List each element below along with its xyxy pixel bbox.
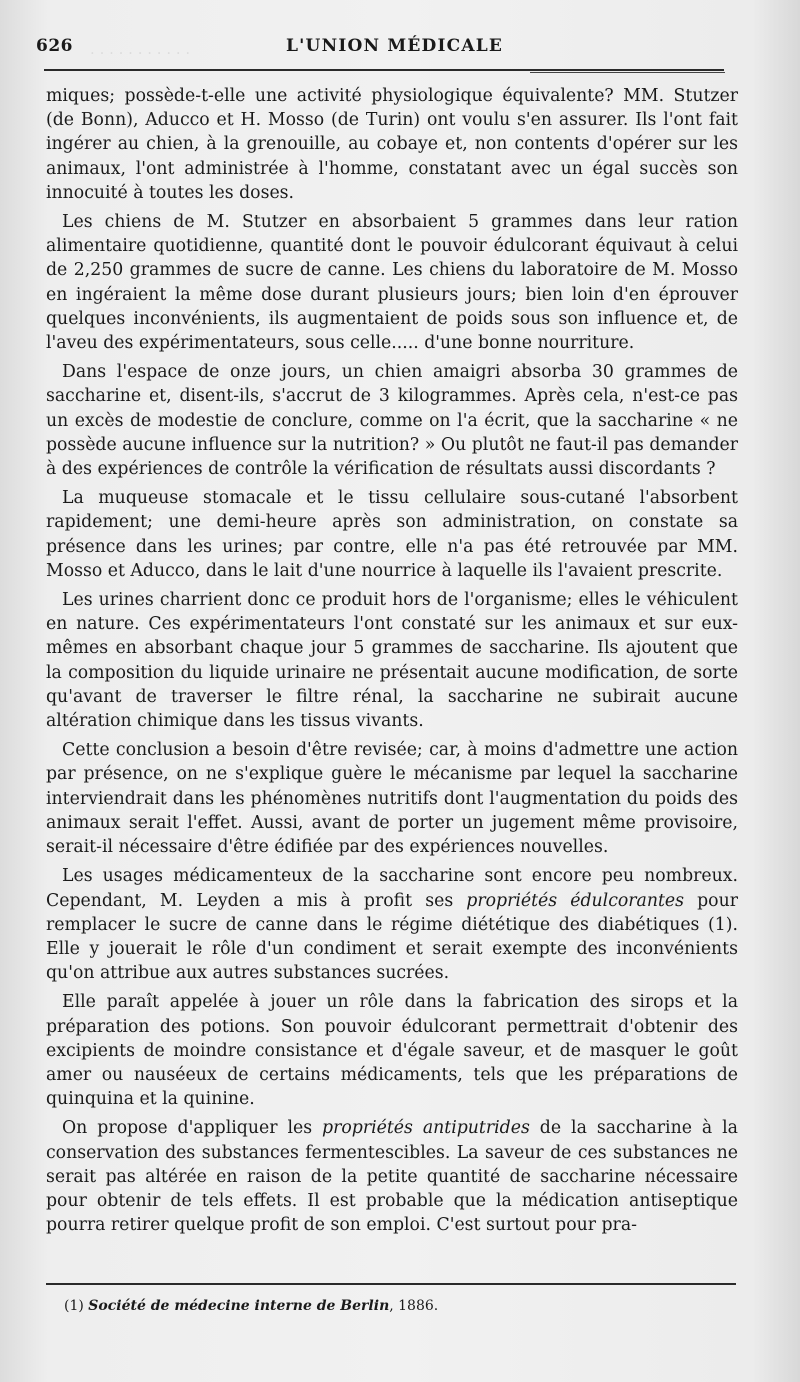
page-header xyxy=(36,36,736,62)
text-run: pour remplacer le sucre de canne dans le régime diététique des diabétiques (1). Elle y jouerait le rôle d'un condiment et serait exempte des inconvénients qu'on attribue aux autres substances sucrées. xyxy=(46,890,738,984)
paragraph: Cette conclusion a besoin d'être revisée; car, à moins d'admettre une action par présence, on ne s'explique guère le mécanisme par lequel la saccharine interviendrait dans les phénomènes nutritifs dont l'augmentation du poids des animaux serait l'effet. Aussi, avant de porter un jugement même provisoire, serait-il nécessaire d'être édifiée par des expériences nouvelles. xyxy=(46,740,738,858)
text-run: de la saccharine à la conservation des substances fermentescibles. La saveur de ces substances ne serait pas altérée en raison de la petite quantité de saccharine nécessaire pour obtenir de tels effets. Il est probable que la médication antiseptique pourra retirer quelque profit de son emploi. C'est surtout pour pra- xyxy=(46,1118,738,1236)
show-through-text: . . . . . . . . . . . xyxy=(90,40,191,58)
italic-phrase: propriétés édulcorantes xyxy=(466,890,685,911)
footnote-rule xyxy=(46,1283,736,1285)
paragraph: Les urines charrient donc ce produit hors de l'organisme; elles le véhiculent en nature. Ces expérimentateurs l'ont constaté sur les animaux et sur eux-mêmes en absorbant chaque jour 5 grammes de saccharine. Ils ajoutent que la composition du liquide urinaire ne présentait aucune modification, de sorte qu'avant de traverser le filtre rénal, la saccharine ne subirait aucune altération chimique dans les tissus vivants. xyxy=(46,590,738,732)
body-text xyxy=(46,84,738,1237)
text-run: On propose d'appliquer les xyxy=(62,1118,323,1139)
page-number: 626 xyxy=(36,36,73,56)
paragraph: Dans l'espace de onze jours, un chien amaigri absorba 30 grammes de saccharine et, disent-ils, s'accrut de 3 kilogrammes. Après cela, n'est-ce pas un excès de modestie de conclure, comme on l'a écrit, que la saccharine « ne possède aucune influence sur la nutrition? » Ou plutôt ne faut-il pas demander à des expériences de contrôle la vérification de résultats aussi discordants ? xyxy=(46,362,738,480)
paragraph: Elle paraît appelée à jouer un rôle dans la fabrication des sirops et la préparation des potions. Son pouvoir édulcorant permettrait d'obtenir des excipients de moindre consistance et d'égale saveur, et de masquer le goût amer ou nauséeux de certains médicaments, tels que les préparations de quinquina et la quinine. xyxy=(46,992,738,1110)
paragraph: miques; possède-t-elle une activité physiologique équivalente? MM. Stutzer (de Bonn), Aducco et H. Mosso (de Turin) ont voulu s'en assurer. Ils l'ont fait ingérer au chien, à la grenouille, au cobaye et, non contents d'opérer sur les animaux, l'ont administrée à l'homme, constatant avec un égal succès son innocuité à toutes les doses. xyxy=(46,86,738,203)
paragraph xyxy=(46,1116,738,1237)
text-run: Les usages médicamenteux de la saccharine sont encore peu nombreux. Cependant, M. Leyden a mis à profit ses xyxy=(46,866,738,911)
running-title: L'UNION MÉDICALE xyxy=(286,36,504,56)
italic-phrase: propriétés antiputrides xyxy=(322,1118,530,1139)
header-rule-secondary xyxy=(530,72,725,73)
footnote-marker: (1) xyxy=(64,1298,84,1314)
footnote xyxy=(64,1297,438,1315)
footnote-year: , 1886. xyxy=(389,1298,439,1314)
paragraph: La muqueuse stomacale et le tissu cellulaire sous-cutané l'absorbent rapidement; une demi-heure après son administration, on constate sa présence dans les urines; par contre, elle n'a pas été retrouvée par MM. Mosso et Aducco, dans le lait d'une nourrice à laquelle ils l'avaient prescrite. xyxy=(46,488,738,581)
header-rule xyxy=(44,69,724,71)
footnote-source: Société de médecine interne de Berlin xyxy=(88,1298,390,1314)
paragraph xyxy=(46,864,738,985)
paragraph: Les chiens de M. Stutzer en absorbaient 5 grammes dans leur ration alimentaire quotidienne, quantité dont le pouvoir édulcorant équivaut à celui de 2,250 grammes de sucre de canne. Les chiens du laboratoire de M. Mosso en ingéraient la même dose durant plusieurs jours; bien loin d'en éprouver quelques inconvénients, ils augmentaient de poids sous son influence et, de l'aveu des expérimentateurs, sous celle..... d'une bonne nourriture. xyxy=(46,212,738,354)
